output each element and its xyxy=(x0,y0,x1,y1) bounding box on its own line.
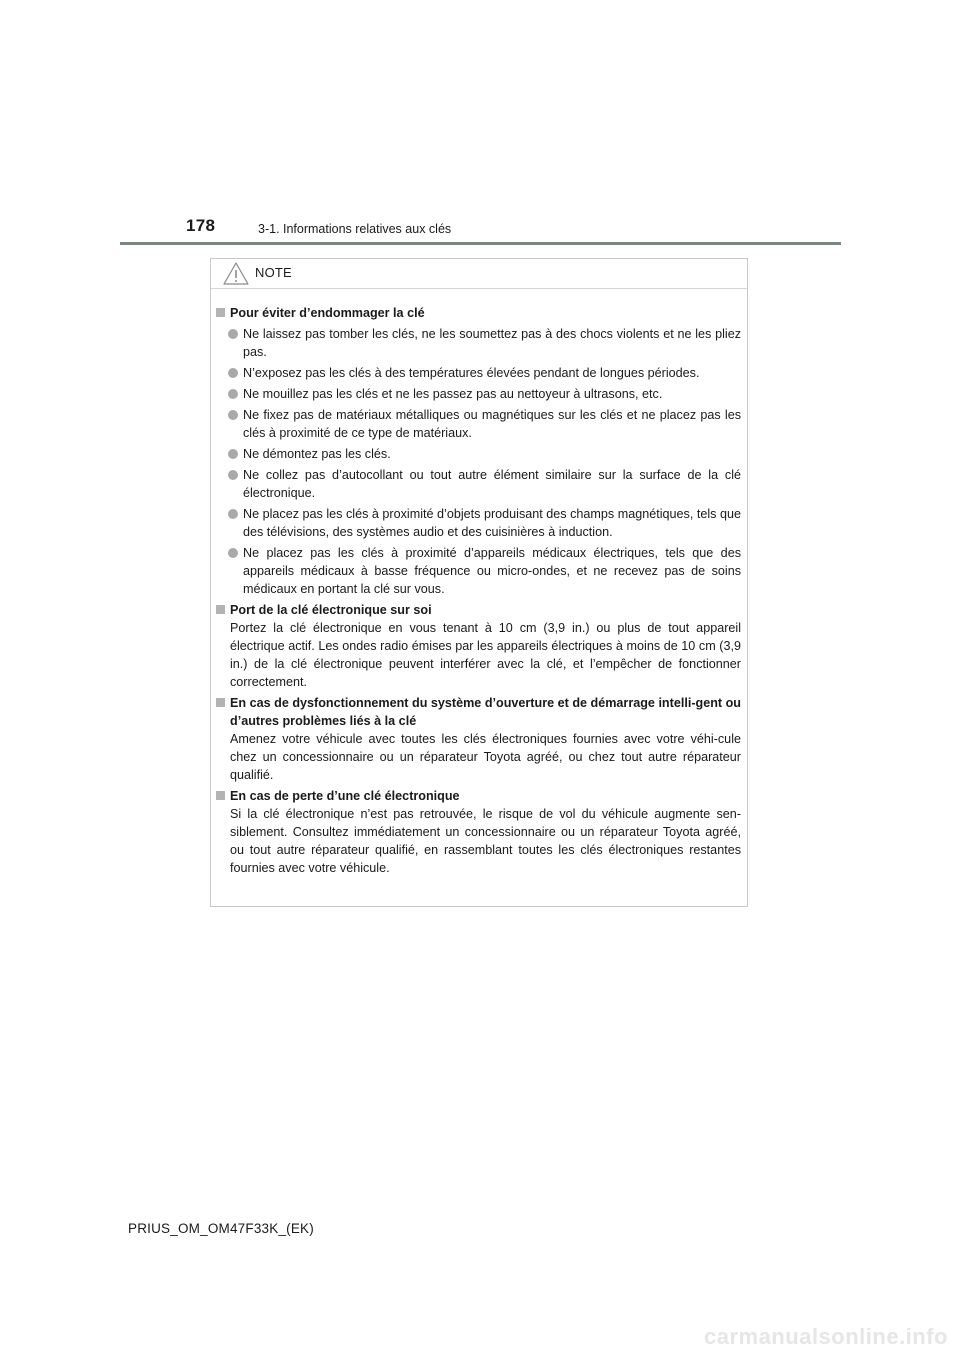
list-item xyxy=(216,505,741,541)
circle-bullet-icon xyxy=(228,368,238,378)
list-item xyxy=(216,544,741,598)
circle-bullet-icon xyxy=(228,449,238,459)
list-item-text: Ne fixez pas de matériaux métalliques ou magnétiques sur les clés et ne placez pas les clés à proximité de ce type de matériaux. xyxy=(243,408,741,440)
warning-triangle-icon xyxy=(223,262,249,285)
circle-bullet-icon xyxy=(228,329,238,339)
section-title: 3-1. Informations relatives aux clés xyxy=(258,222,452,236)
circle-bullet-icon xyxy=(228,509,238,519)
list-item xyxy=(216,406,741,442)
section-paragraph: Portez la clé électronique en vous tenant à 10 cm (3,9 in.) ou plus de tout appareil électrique actif. Les ondes radio émises par les appareils électriques à moins de 10 cm (3,9 in.) de la clé électronique peuvent interférer avec la clé, et l’empêcher de fonctionner correctement. xyxy=(230,621,741,689)
list-item xyxy=(216,466,741,502)
section-heading xyxy=(216,304,741,322)
watermark: carmanualsonline.info xyxy=(704,1324,948,1349)
page-number: 178 xyxy=(186,216,216,235)
square-bullet-icon xyxy=(216,605,225,614)
note-header xyxy=(211,259,747,289)
section-paragraph: Si la clé électronique n’est pas retrouvée, le risque de vol du véhicule augmente sen-siblement. Consultez immédiatement un concessionnaire ou un réparateur Toyota agréé, ou tout autre réparateur qualifié, en rassemblant toutes les clés électroniques restantes fournies avec votre véhicule. xyxy=(230,807,741,875)
section-heading xyxy=(216,694,741,730)
list-item-text: Ne collez pas d’autocollant ou tout autre élément similaire sur la surface de la clé électronique. xyxy=(243,468,741,500)
section-paragraph: Amenez votre véhicule avec toutes les clés électroniques fournies avec votre véhi-cule chez un concessionnaire ou un réparateur Toyota agréé, ou chez tout autre réparateur qualifié. xyxy=(230,732,741,782)
document-code: PRIUS_OM_OM47F33K_(EK) xyxy=(128,1221,314,1236)
section-heading xyxy=(216,787,741,805)
list-item-text: Ne mouillez pas les clés et ne les passez pas au nettoyeur à ultrasons, etc. xyxy=(243,387,663,401)
circle-bullet-icon xyxy=(228,410,238,420)
section-heading-text: Port de la clé électronique sur soi xyxy=(230,603,432,617)
header-rule xyxy=(120,242,841,245)
square-bullet-icon xyxy=(216,791,225,800)
list-item xyxy=(216,385,741,403)
list-item-text: Ne placez pas les clés à proximité d’objets produisant des champs magnétiques, tels que des télévisions, des systèmes audio et des cuisinières à induction. xyxy=(243,507,741,539)
square-bullet-icon xyxy=(216,698,225,707)
note-body xyxy=(211,289,747,877)
list-item-text: Ne placez pas les clés à proximité d’appareils médicaux électriques, tels que des appareils médicaux à basse fréquence ou micro-ondes, et ne recevez pas de soins médicaux en portant la clé sur vous. xyxy=(243,546,741,596)
list-item xyxy=(216,325,741,361)
circle-bullet-icon xyxy=(228,389,238,399)
section-heading-text: En cas de dysfonctionnement du système d’ouverture et de démarrage intelli-gent ou d’autres problèmes liés à la clé xyxy=(230,696,741,728)
section-heading-text: En cas de perte d’une clé électronique xyxy=(230,789,460,803)
circle-bullet-icon xyxy=(228,470,238,480)
section-heading-text: Pour éviter d’endommager la clé xyxy=(230,306,425,320)
list-item-text: Ne laissez pas tomber les clés, ne les soumettez pas à des chocs violents et ne les pliez pas. xyxy=(243,327,741,359)
note-label: NOTE xyxy=(255,265,292,280)
note-box xyxy=(210,258,748,907)
square-bullet-icon xyxy=(216,308,225,317)
list-item-text: N’exposez pas les clés à des températures élevées pendant de longues périodes. xyxy=(243,366,700,380)
list-item xyxy=(216,445,741,463)
list-item-text: Ne démontez pas les clés. xyxy=(243,447,391,461)
list-item xyxy=(216,364,741,382)
circle-bullet-icon xyxy=(228,548,238,558)
section-heading xyxy=(216,601,741,619)
